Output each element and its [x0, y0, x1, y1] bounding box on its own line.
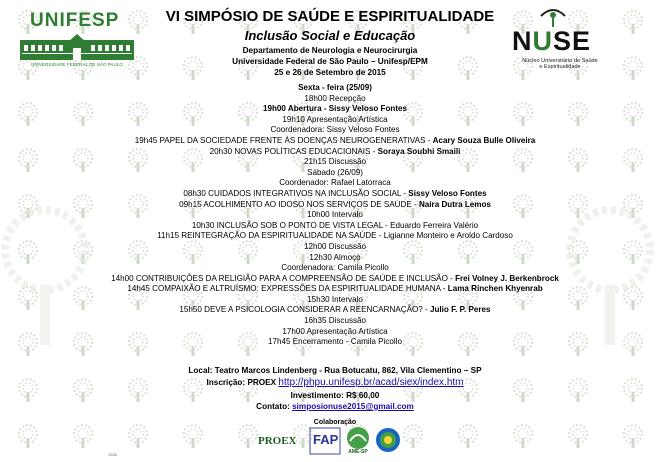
program-line-text: Coordenadora: Sissy Veloso Fontes: [270, 125, 400, 135]
program-speaker: Frei Volney J. Berkenbrock: [455, 273, 559, 283]
program-line: [60, 274, 610, 285]
program-line: [60, 178, 610, 189]
program-line: [60, 316, 610, 327]
registration-line: [60, 377, 610, 388]
program-line-text: 15h30 Intervalo: [307, 294, 363, 304]
program-line: [60, 147, 610, 158]
program-line-text: 10h30 INCLUSÃO SOB O PONTO DE VISTA LEGAL - Eduardo Ferreira Valério: [191, 220, 479, 230]
program-line: [60, 337, 610, 348]
program-line-text: 09h15 ACOLHIMENTO AO IDOSO NOS SERVIÇOS DE SAÚDE -: [179, 199, 419, 209]
nuse-wordmark: NUSE: [512, 26, 592, 56]
program-line: [60, 168, 610, 179]
contact-line: [60, 402, 610, 411]
price-line: Investimento: R$ 60,00: [290, 391, 380, 400]
program-line: [60, 200, 610, 211]
program-line-text: 10h00 Intervalo: [307, 210, 363, 220]
registration-label: Inscrição: PROEX: [206, 378, 279, 387]
program-line-text: Sábado (26/09): [307, 167, 363, 177]
fap-logo: FAP: [308, 425, 342, 457]
program-line: [60, 210, 610, 221]
event-subtitle: Inclusão Social e Educação: [244, 28, 416, 43]
nuse-subtitle: Núcleo Universitário de Saúde e Espiritualidade: [522, 58, 598, 70]
program-line-text: Sexta - feira (25/09): [298, 83, 372, 92]
contact-email-link[interactable]: simposionuse2015@gmail.com: [292, 402, 414, 411]
program-line: [60, 94, 610, 105]
program-line: [60, 83, 610, 94]
program-line-text: 14h45 COMPAIXÃO E ALTRUÍSMO: EXPRESSÕES DA ESPIRITUALIDADE HUMANA -: [127, 284, 448, 294]
program-line: [60, 136, 610, 147]
program-line: [60, 242, 610, 253]
program-line: [60, 157, 610, 168]
program-line-text: 18h00 Recepção: [304, 93, 366, 103]
program-speaker: Sissy Veloso Fontes: [408, 188, 487, 198]
ame-sp-logo: AME-SP: [344, 425, 372, 457]
program-line-text: Coordenadora: Camila Picollo: [281, 263, 389, 273]
university-building-icon: [18, 32, 136, 62]
unifesp-wordmark: UNIFESP: [30, 10, 120, 31]
program-line: [60, 253, 610, 264]
program-line: [60, 295, 610, 306]
program-line-text: 17h45 Encerramento - Camila Picollo: [267, 337, 403, 347]
program-line: [60, 104, 610, 115]
program-line: [60, 125, 610, 136]
unifesp-logo: [18, 10, 136, 72]
program-line-text: Coordenador: Rafael Latorraca: [279, 178, 391, 188]
program-line: [60, 189, 610, 200]
program-line-text: 12h00 Discussão: [303, 241, 367, 251]
unifesp-year: 1933: [108, 452, 117, 457]
event-title: VI SIMPÓSIO DE SAÚDE E ESPIRITUALIDADE: [165, 8, 495, 25]
program-line-text: 12h30 Almoço: [309, 252, 361, 262]
proex-logo: PROEX: [258, 435, 297, 447]
unifesp-subtitle: UNIVERSIDADE FEDERAL DE SÃO PAULO: [31, 62, 123, 67]
program-line-text: 19h10 Apresentação Artística: [282, 114, 388, 124]
program-line: [60, 284, 610, 295]
program-line: [60, 263, 610, 274]
program-line-text: 16h35 Discussão: [303, 316, 367, 326]
seal-logo: [374, 425, 402, 457]
program-line-text: 08h30 CUIDADOS INTEGRATIVOS NA INCLUSÃO SOCIAL -: [183, 188, 409, 198]
program-line-text: 19h00 Abertura - Sissy Veloso Fontes: [262, 104, 408, 114]
program-line-text: 11h15 REINTEGRAÇÃO DA ESPIRITUALIDADE NA SAÚDE - Ligianne Monteiro e Aroldo Cardoso: [157, 231, 513, 241]
collaboration-label: Colaboração: [313, 419, 357, 426]
program-line-text: 19h45 PAPEL DA SOCIEDADE FRENTE ÀS DOENÇAS NEUROGENERATIVAS -: [134, 135, 433, 145]
registration-link[interactable]: http://phpu.unifesp.br/acad/siex/index.htm: [278, 377, 464, 388]
nuse-figure-icon: [538, 6, 568, 28]
contact-label: Contato:: [256, 402, 293, 411]
dates-line: 25 e 26 de Setembro de 2015: [274, 68, 386, 77]
program-speaker: Naira Dutra Lemos: [418, 199, 491, 209]
venue-line: Local: Teatro Marcos Lindenberg - Rua Botucatu, 862, Vila Clementino – SP: [188, 366, 482, 375]
program-speaker: Soraya Soubhi Smaili: [377, 146, 461, 156]
program-line: [60, 231, 610, 242]
university-line: Universidade Federal de São Paulo – Unifesp/EPM: [232, 57, 428, 66]
program-line-text: 20h30 NOVAS POLÍTICAS EDUCACIONAIS -: [209, 146, 378, 156]
program-line-text: 14h00 CONTRIBUIÇÕES DA RELIGIÃO PARA A COMPREENSÃO DE SAÚDE E INCLUSÃO -: [111, 273, 456, 283]
program-line-text: 15h50 DEVE A PSICOLOGIA CONSIDERAR A REENCARNAÇÃO? -: [179, 305, 430, 315]
program-line: [60, 115, 610, 126]
nuse-logo: [508, 6, 608, 72]
department-line: Departamento de Neurologia e Neurocirurgia: [242, 46, 418, 55]
institution-seal-icon: [374, 425, 402, 455]
program-line-text: 21h15 Discussão: [303, 157, 367, 167]
program-speaker: Julio F. P. Peres: [429, 305, 491, 315]
program-speaker: Acary Souza Bulle Oliveira: [432, 135, 536, 145]
program-line: [60, 221, 610, 232]
program-line: [60, 327, 610, 338]
program-line-text: 17h00 Apresentação Artística: [282, 326, 388, 336]
program-line: [60, 305, 610, 316]
program-schedule: [60, 83, 610, 348]
program-speaker: Lama Rinchen Khyenrab: [447, 284, 543, 294]
